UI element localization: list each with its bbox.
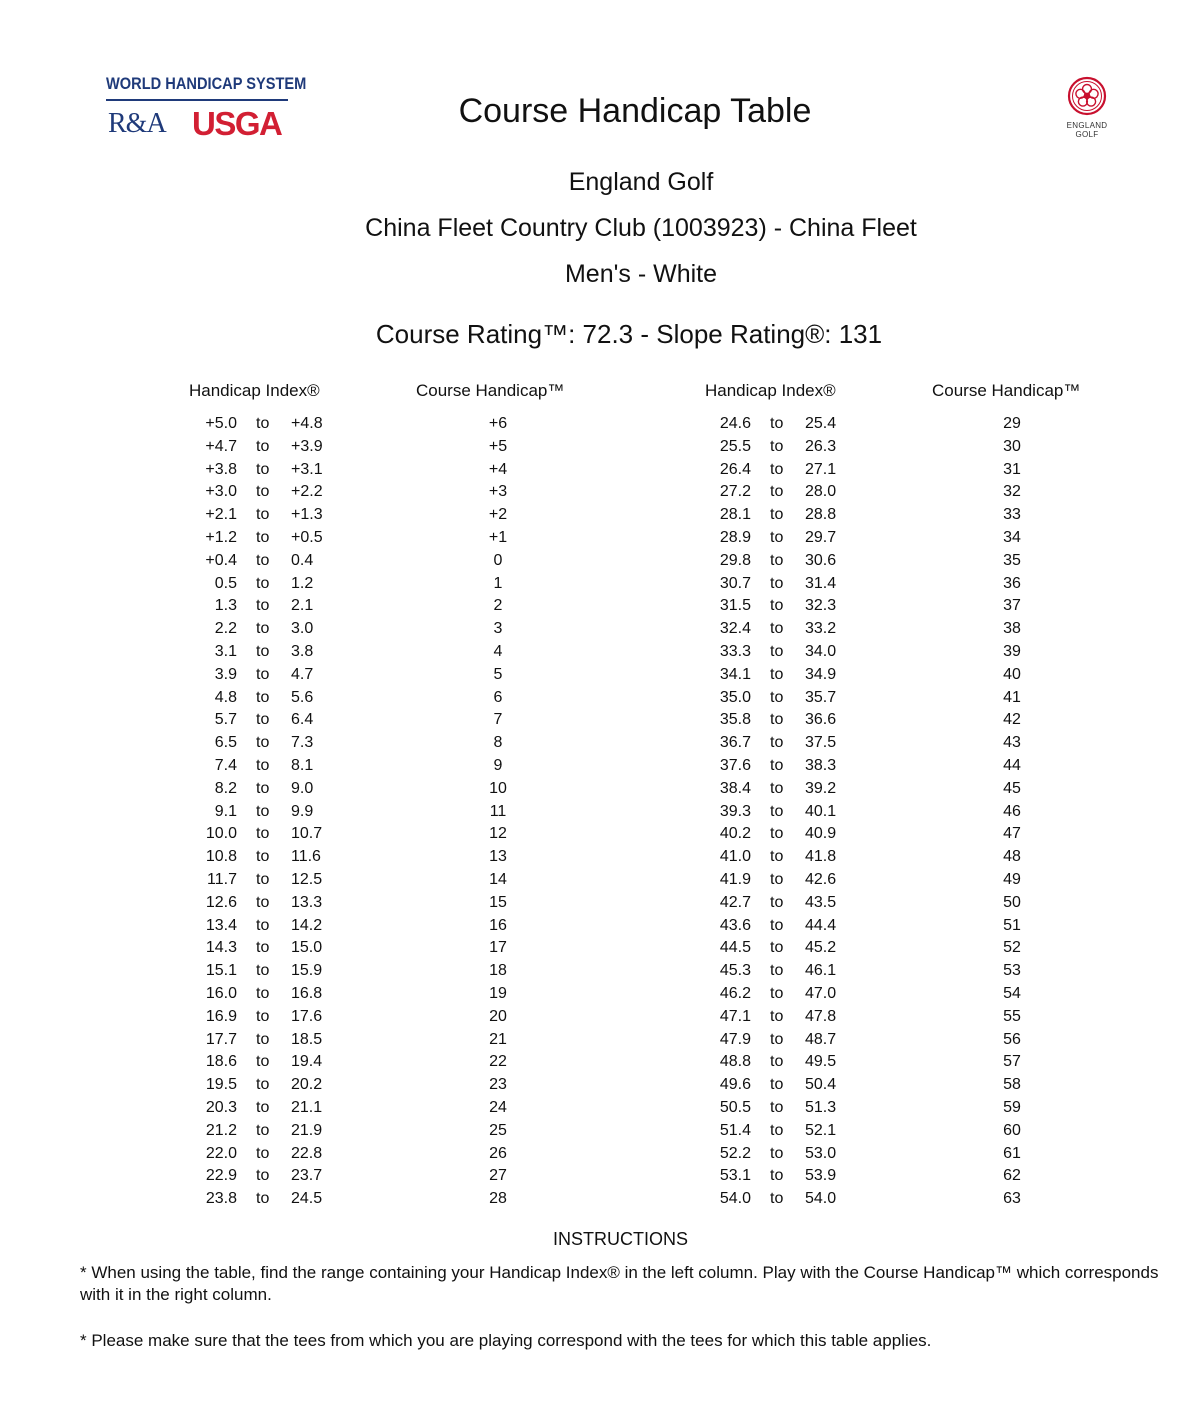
handicap-index-from: 1.3 — [214, 597, 237, 615]
handicap-index-to: 3.0 — [291, 620, 314, 638]
course-handicap-value: 25 — [489, 1121, 507, 1139]
handicap-index-from: 41.0 — [719, 848, 751, 866]
range-to-label: to — [256, 1030, 270, 1048]
handicap-index-to: 15.0 — [291, 939, 323, 957]
handicap-index-to: 37.5 — [805, 734, 837, 752]
handicap-index-from: +3.0 — [205, 483, 237, 501]
handicap-index-from: 26.4 — [719, 460, 751, 478]
handicap-index-to: 32.3 — [805, 597, 837, 615]
course-handicap-value: 61 — [1003, 1144, 1021, 1162]
handicap-index-from: 10.0 — [205, 825, 237, 843]
range-to-label: to — [770, 802, 784, 820]
range-to-label: to — [256, 848, 270, 866]
course-handicap-value: 40 — [1003, 665, 1021, 683]
handicap-index-to: +1.3 — [291, 506, 323, 524]
range-to-label: to — [770, 1144, 784, 1162]
range-to-label: to — [770, 734, 784, 752]
course-handicap-value: 34 — [1003, 529, 1021, 546]
handicap-index-to: 28.8 — [805, 506, 837, 524]
course-handicap-value: 55 — [1003, 1007, 1021, 1025]
range-to-label: to — [770, 962, 784, 980]
handicap-index-to: 30.6 — [805, 551, 837, 569]
range-to-label: to — [256, 802, 270, 820]
range-to-label: to — [770, 688, 784, 706]
handicap-index-from: 18.6 — [205, 1053, 237, 1071]
left-handicap-index-header: Handicap Index® — [189, 381, 320, 400]
range-to-label: to — [770, 985, 784, 1002]
range-to-label: to — [770, 1099, 784, 1116]
handicap-index-to: 25.4 — [805, 415, 837, 432]
handicap-index-from: 28.1 — [719, 506, 751, 524]
range-to-label: to — [770, 551, 784, 569]
handicap-index-from: 23.8 — [205, 1190, 237, 1208]
course-handicap-value: 46 — [1003, 802, 1021, 820]
range-to-label: to — [770, 529, 784, 546]
range-to-label: to — [256, 871, 270, 888]
course-handicap-value: 28 — [489, 1190, 507, 1208]
course-handicap-value: +3 — [488, 483, 508, 501]
course-handicap-value: 0 — [493, 551, 503, 569]
england-golf-logo-line1: ENGLAND — [1066, 121, 1108, 130]
course-handicap-value: 60 — [1003, 1121, 1021, 1139]
handicap-index-to: 2.1 — [291, 597, 314, 615]
whs-logo-text: WORLD HANDICAP SYSTEM — [106, 74, 307, 93]
handicap-index-from: +1.2 — [205, 529, 237, 546]
course-handicap-value: 57 — [1003, 1053, 1021, 1071]
handicap-index-to: 44.4 — [805, 916, 837, 934]
course-handicap-value: 53 — [1003, 962, 1021, 980]
handicap-index-to: +0.5 — [291, 529, 323, 546]
range-to-label: to — [256, 688, 270, 706]
handicap-index-to: 51.3 — [805, 1099, 837, 1116]
handicap-index-to: 29.7 — [805, 529, 837, 546]
range-to-label: to — [256, 437, 270, 455]
course-handicap-value: 1 — [493, 574, 503, 592]
handicap-index-to: 43.5 — [805, 893, 837, 911]
handicap-index-to: 1.2 — [291, 574, 314, 592]
course-handicap-value: 32 — [1003, 483, 1021, 501]
range-to-label: to — [770, 620, 784, 638]
handicap-index-from: 44.5 — [719, 939, 751, 957]
range-to-label: to — [256, 985, 270, 1002]
range-to-label: to — [256, 1007, 270, 1025]
handicap-index-to: 4.7 — [291, 665, 314, 683]
range-to-label: to — [770, 825, 784, 843]
range-to-label: to — [256, 1053, 270, 1071]
handicap-index-to: 40.1 — [805, 802, 837, 820]
handicap-index-from: 31.5 — [719, 597, 751, 615]
handicap-index-to: 6.4 — [291, 711, 314, 729]
handicap-index-to: 35.7 — [805, 688, 837, 706]
course-handicap-value: 51 — [1003, 916, 1021, 934]
range-to-label: to — [770, 779, 784, 797]
course-handicap-value: 16 — [489, 916, 507, 934]
handicap-index-from: 45.3 — [719, 962, 751, 980]
range-to-label: to — [770, 597, 784, 615]
instructions-title: INSTRUCTIONS — [553, 1229, 688, 1249]
handicap-index-to: 5.6 — [291, 688, 314, 706]
handicap-index-to: 42.6 — [805, 871, 837, 888]
course-handicap-value: 20 — [489, 1007, 507, 1025]
handicap-index-from: 4.8 — [214, 688, 237, 706]
range-to-label: to — [256, 1167, 270, 1185]
handicap-index-from: 12.6 — [205, 893, 237, 911]
range-to-label: to — [256, 620, 270, 638]
handicap-index-to: 12.5 — [291, 871, 323, 888]
handicap-index-from: 48.8 — [719, 1053, 751, 1071]
course-handicap-value: 8 — [493, 734, 503, 752]
range-to-label: to — [770, 506, 784, 524]
handicap-index-from: 52.2 — [719, 1144, 751, 1162]
range-to-label: to — [256, 574, 270, 592]
handicap-index-from: 42.7 — [719, 893, 751, 911]
right-handicap-index-header: Handicap Index® — [705, 381, 836, 400]
course-handicap-value: 47 — [1003, 825, 1021, 843]
course-handicap-value: +6 — [488, 415, 508, 432]
range-to-label: to — [770, 483, 784, 501]
course-handicap-value: 50 — [1003, 893, 1021, 911]
range-to-label: to — [770, 1030, 784, 1048]
handicap-index-to: 47.8 — [805, 1007, 837, 1025]
handicap-index-from: +0.4 — [205, 551, 237, 569]
handicap-index-from: 27.2 — [719, 483, 751, 501]
handicap-index-from: 29.8 — [719, 551, 751, 569]
handicap-index-from: 46.2 — [719, 985, 751, 1002]
handicap-index-from: 49.6 — [719, 1076, 751, 1094]
course-handicap-value: 27 — [489, 1167, 507, 1185]
handicap-index-from: 34.1 — [719, 665, 751, 683]
handicap-index-from: 50.5 — [719, 1099, 751, 1116]
course-handicap-value: 23 — [489, 1076, 507, 1094]
range-to-label: to — [256, 757, 270, 774]
course-handicap-value: 59 — [1003, 1099, 1021, 1116]
course-handicap-value: 37 — [1003, 597, 1021, 615]
course-handicap-value: 38 — [1003, 620, 1021, 638]
tee-name: Men's - White — [564, 260, 718, 288]
handicap-index-to: 16.8 — [291, 985, 323, 1002]
course-handicap-value: 19 — [489, 985, 507, 1002]
course-handicap-value: 5 — [493, 665, 503, 683]
handicap-index-to: 10.7 — [291, 825, 323, 843]
handicap-index-to: 45.2 — [805, 939, 837, 957]
handicap-index-from: 54.0 — [719, 1190, 751, 1208]
handicap-index-to: 34.9 — [805, 665, 837, 683]
handicap-index-from: 24.6 — [719, 415, 751, 432]
handicap-index-to: 40.9 — [805, 825, 837, 843]
range-to-label: to — [256, 1144, 270, 1162]
course-handicap-value: 11 — [489, 802, 507, 820]
course-handicap-value: 6 — [493, 688, 503, 706]
course-handicap-value: 42 — [1003, 711, 1021, 729]
course-handicap-value: 41 — [1003, 688, 1021, 706]
course-handicap-value: 17 — [489, 939, 507, 957]
handicap-index-to: 31.4 — [805, 574, 837, 592]
left-course-handicap-header: Course Handicap™ — [416, 381, 565, 400]
course-handicap-value: 36 — [1003, 574, 1021, 592]
handicap-index-from: 33.3 — [719, 643, 751, 660]
handicap-index-to: 7.3 — [291, 734, 314, 752]
range-to-label: to — [770, 848, 784, 866]
handicap-index-from: 22.0 — [205, 1144, 237, 1162]
handicap-index-to: 41.8 — [805, 848, 837, 866]
range-to-label: to — [770, 711, 784, 729]
handicap-index-from: 19.5 — [205, 1076, 237, 1094]
range-to-label: to — [256, 1190, 270, 1208]
handicap-index-to: 47.0 — [805, 985, 837, 1002]
handicap-index-from: 47.9 — [719, 1030, 751, 1048]
course-handicap-value: 35 — [1003, 551, 1021, 569]
handicap-index-from: 28.9 — [719, 529, 751, 546]
range-to-label: to — [256, 734, 270, 752]
course-handicap-value: 22 — [489, 1053, 507, 1071]
range-to-label: to — [770, 1190, 784, 1208]
handicap-index-to: 21.9 — [291, 1121, 323, 1139]
course-handicap-value: 58 — [1003, 1076, 1021, 1094]
instruction-line-1: * When using the table, find the range containing your Handicap Index® in the left column. Play with the Course Handicap™ which corresponds with it in the right column. — [80, 1263, 1159, 1304]
handicap-index-to: 21.1 — [291, 1099, 323, 1116]
handicap-index-to: 48.7 — [805, 1030, 837, 1048]
handicap-index-to: 15.9 — [291, 962, 323, 980]
handicap-index-to: +3.1 — [291, 460, 323, 478]
handicap-index-to: 34.0 — [805, 643, 837, 660]
handicap-index-to: 9.9 — [291, 802, 314, 820]
handicap-index-to: 23.7 — [291, 1167, 323, 1185]
handicap-index-to: 8.1 — [291, 757, 314, 774]
range-to-label: to — [770, 460, 784, 478]
handicap-index-from: +5.0 — [205, 415, 237, 432]
handicap-index-from: 16.9 — [205, 1007, 237, 1025]
course-handicap-value: 18 — [489, 962, 507, 980]
range-to-label: to — [256, 483, 270, 501]
handicap-index-from: 41.9 — [719, 871, 751, 888]
handicap-index-from: 5.7 — [214, 711, 237, 729]
range-to-label: to — [770, 643, 784, 660]
course-handicap-value: 9 — [493, 757, 503, 774]
range-to-label: to — [770, 574, 784, 592]
range-to-label: to — [256, 711, 270, 729]
course-handicap-value: 15 — [489, 893, 507, 911]
england-golf-logo-line2: GOLF — [1075, 130, 1099, 139]
course-handicap-value: 3 — [493, 620, 503, 638]
handicap-index-from: +3.8 — [205, 460, 237, 478]
handicap-index-from: 38.4 — [719, 779, 751, 797]
handicap-index-from: 40.2 — [719, 825, 751, 843]
handicap-index-from: 51.4 — [719, 1121, 751, 1139]
range-to-label: to — [256, 893, 270, 911]
usga-logo-text: USGA — [192, 105, 282, 142]
range-to-label: to — [770, 437, 784, 455]
course-handicap-value: 12 — [489, 825, 507, 843]
handicap-index-to: 13.3 — [291, 893, 323, 911]
handicap-index-from: 7.4 — [214, 757, 237, 774]
course-handicap-value: 2 — [493, 597, 503, 615]
handicap-index-from: 10.8 — [205, 848, 237, 866]
range-to-label: to — [770, 1076, 784, 1094]
handicap-index-from: 8.2 — [214, 779, 237, 797]
course-handicap-value: 26 — [489, 1144, 507, 1162]
range-to-label: to — [770, 1167, 784, 1185]
course-handicap-value: 29 — [1003, 415, 1021, 432]
handicap-index-from: 9.1 — [214, 802, 237, 820]
range-to-label: to — [770, 871, 784, 888]
handicap-index-to: +2.2 — [291, 483, 323, 501]
handicap-index-from: 22.9 — [205, 1167, 237, 1185]
handicap-index-from: 13.4 — [205, 916, 237, 934]
course-handicap-value: 48 — [1003, 848, 1021, 866]
handicap-index-to: +3.9 — [291, 437, 323, 455]
handicap-index-from: +4.7 — [205, 437, 237, 455]
course-handicap-value: 13 — [489, 848, 507, 866]
course-handicap-value: 45 — [1003, 779, 1021, 797]
course-handicap-value: 24 — [489, 1099, 507, 1116]
handicap-index-to: 39.2 — [805, 779, 837, 797]
handicap-index-from: 32.4 — [719, 620, 751, 638]
course-handicap-value: 63 — [1003, 1190, 1021, 1208]
handicap-index-from: 0.5 — [214, 574, 237, 592]
range-to-label: to — [770, 757, 784, 774]
handicap-index-to: 17.6 — [291, 1007, 323, 1025]
range-to-label: to — [770, 893, 784, 911]
handicap-index-to: 52.1 — [805, 1121, 837, 1139]
handicap-index-from: 25.5 — [719, 437, 751, 455]
handicap-index-to: 33.2 — [805, 620, 837, 638]
handicap-index-to: 18.5 — [291, 1030, 323, 1048]
handicap-index-from: 16.0 — [205, 985, 237, 1002]
handicap-index-from: 36.7 — [719, 734, 751, 752]
handicap-index-from: 30.7 — [719, 574, 751, 592]
handicap-index-to: 3.8 — [291, 643, 314, 660]
course-handicap-value: 43 — [1003, 734, 1021, 752]
handicap-index-from: 47.1 — [719, 1007, 751, 1025]
handicap-index-from: +2.1 — [205, 506, 237, 524]
handicap-index-to: 19.4 — [291, 1053, 323, 1071]
range-to-label: to — [770, 1121, 784, 1139]
handicap-index-to: 24.5 — [291, 1190, 323, 1208]
handicap-index-to: 54.0 — [805, 1190, 837, 1208]
handicap-index-from: 6.5 — [214, 734, 237, 752]
handicap-index-to: 53.9 — [805, 1167, 837, 1185]
handicap-index-from: 21.2 — [205, 1121, 237, 1139]
course-handicap-value: 30 — [1003, 437, 1021, 455]
course-handicap-value: 52 — [1003, 939, 1021, 957]
handicap-index-to: 38.3 — [805, 757, 837, 774]
handicap-index-from: 35.0 — [719, 688, 751, 706]
course-handicap-value: 7 — [493, 711, 503, 729]
range-to-label: to — [256, 643, 270, 660]
handicap-index-to: 36.6 — [805, 711, 837, 729]
range-to-label: to — [256, 460, 270, 478]
handicap-index-from: 17.7 — [205, 1030, 237, 1048]
handicap-index-from: 14.3 — [205, 939, 237, 957]
ra-logo-text: R&A — [108, 108, 166, 139]
course-handicap-value: +4 — [488, 460, 508, 478]
course-handicap-value: +2 — [488, 506, 508, 524]
range-to-label: to — [256, 506, 270, 524]
handicap-index-to: 49.5 — [805, 1053, 837, 1071]
range-to-label: to — [256, 779, 270, 797]
handicap-index-to: 28.0 — [805, 483, 837, 501]
instruction-line-2: * Please make sure that the tees from which you are playing correspond with the tees for which this table applies. — [80, 1331, 932, 1350]
handicap-index-to: 26.3 — [805, 437, 837, 455]
course-handicap-value: 33 — [1003, 506, 1021, 524]
range-to-label: to — [256, 415, 270, 432]
handicap-index-to: 46.1 — [805, 962, 837, 980]
course-handicap-value: 4 — [493, 643, 503, 660]
handicap-index-to: +4.8 — [291, 415, 323, 432]
course-handicap-value: +1 — [488, 529, 508, 546]
handicap-index-from: 15.1 — [205, 962, 237, 980]
handicap-index-from: 2.2 — [214, 620, 237, 638]
range-to-label: to — [256, 1076, 270, 1094]
handicap-index-from: 37.6 — [719, 757, 751, 774]
course-handicap-value: 62 — [1003, 1167, 1021, 1185]
course-handicap-value: +5 — [488, 437, 508, 455]
range-to-label: to — [770, 415, 784, 432]
course-handicap-value: 49 — [1003, 871, 1021, 888]
range-to-label: to — [256, 916, 270, 934]
range-to-label: to — [256, 939, 270, 957]
range-to-label: to — [256, 1121, 270, 1139]
range-to-label: to — [770, 939, 784, 957]
right-course-handicap-header: Course Handicap™ — [932, 381, 1081, 400]
handicap-index-from: 3.1 — [214, 643, 237, 660]
range-to-label: to — [256, 665, 270, 683]
range-to-label: to — [770, 1053, 784, 1071]
handicap-index-to: 50.4 — [805, 1076, 837, 1094]
handicap-index-to: 0.4 — [291, 551, 314, 569]
course-slope-rating: Course Rating™: 72.3 - Slope Rating®: 131 — [375, 319, 883, 349]
handicap-index-from: 53.1 — [719, 1167, 751, 1185]
handicap-index-to: 20.2 — [291, 1076, 323, 1094]
course-handicap-value: 21 — [489, 1030, 507, 1048]
range-to-label: to — [770, 665, 784, 683]
handicap-index-from: 35.8 — [719, 711, 751, 729]
range-to-label: to — [256, 1099, 270, 1116]
handicap-index-to: 11.6 — [291, 848, 321, 866]
club-name: China Fleet Country Club (1003923) - China Fleet — [365, 214, 917, 242]
course-handicap-value: 14 — [489, 871, 507, 888]
course-handicap-value: 10 — [489, 779, 507, 797]
handicap-index-from: 3.9 — [214, 665, 237, 683]
course-handicap-value: 39 — [1003, 643, 1021, 660]
handicap-index-to: 22.8 — [291, 1144, 323, 1162]
handicap-index-from: 11.7 — [207, 871, 237, 888]
handicap-index-to: 53.0 — [805, 1144, 837, 1162]
course-handicap-value: 56 — [1003, 1030, 1021, 1048]
range-to-label: to — [256, 551, 270, 569]
handicap-index-from: 43.6 — [719, 916, 751, 934]
course-handicap-value: 44 — [1003, 757, 1021, 774]
course-handicap-value: 54 — [1003, 985, 1021, 1002]
range-to-label: to — [256, 825, 270, 843]
handicap-index-from: 39.3 — [719, 802, 751, 820]
handicap-index-to: 27.1 — [805, 460, 837, 478]
range-to-label: to — [256, 962, 270, 980]
page-title: Course Handicap Table — [458, 92, 812, 130]
handicap-index-to: 14.2 — [291, 916, 323, 934]
association-name: England Golf — [568, 168, 714, 196]
range-to-label: to — [770, 1007, 784, 1025]
range-to-label: to — [256, 597, 270, 615]
handicap-index-to: 9.0 — [291, 779, 314, 797]
handicap-index-from: 20.3 — [205, 1099, 237, 1116]
range-to-label: to — [770, 916, 784, 934]
range-to-label: to — [256, 529, 270, 546]
course-handicap-value: 31 — [1003, 460, 1021, 478]
